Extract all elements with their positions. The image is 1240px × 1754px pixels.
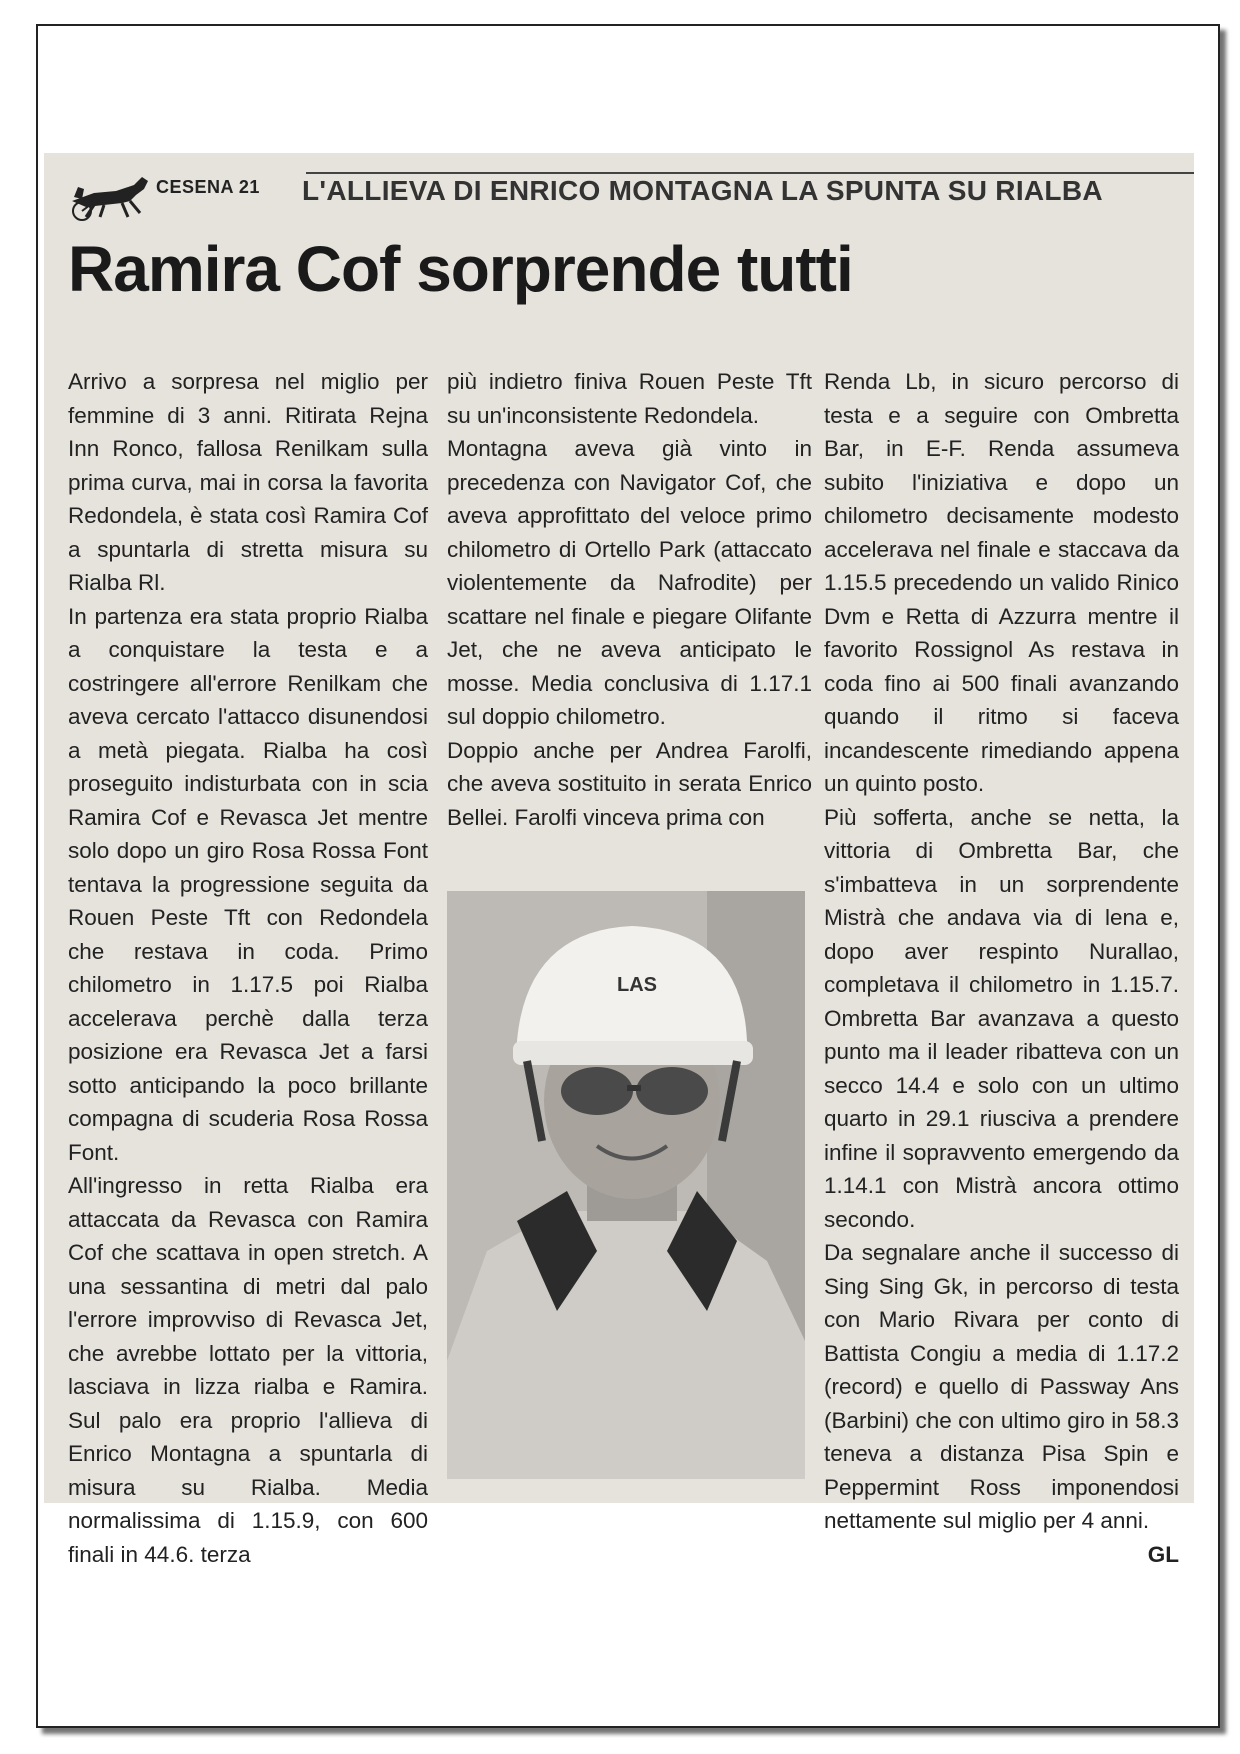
paragraph: più indietro finiva Rouen Peste Tft su un'inconsistente Redondela.	[447, 369, 812, 428]
paragraph: All'ingresso in retta Rialba era attaccata da Revasca con Ramira Cof che scattava in open stretch. A una sessantina di metri dal palo l'errore improvviso di Revasca Jet, che avrebbe lottato per la vittoria, lasciava in lizza rialba e Ramira. Sul palo era proprio l'allieva di Enrico Montagna a spuntarla di misura su Rialba. Media normalissima di 1.15.9, con 600 finali in 44.6. terza	[68, 1173, 428, 1567]
paragraph: In partenza era stata proprio Rialba a conquistare la testa e a costringere all'errore Renilkam che aveva cercato l'attacco disunendosi a metà piegata. Rialba ha così proseguito indisturbata con in scia Ramira Cof e Revasca Jet mentre solo dopo un giro Rosa Rossa Font tentava la progressione seguita da Rouen Peste Tft con Redondela che restava in coda. Primo chilometro in 1.17.5 poi Rialba accelerava perchè dalla terza posizione era Revasca Jet a farsi sotto anticipando la poco brillante compagna di scuderia Rosa Rossa Font.	[68, 603, 428, 1165]
headline: Ramira Cof sorprende tutti	[68, 233, 853, 305]
paragraph: Renda Lb, in sicuro percorso di testa e a seguire con Ombretta Bar, in E-F. Renda assumeva subito l'iniziativa e dopo un chilometro decisamente modesto accelerava nel finale e staccava da 1.15.5 precedendo un valido Rinico Dvm e Retta di Azzurra mentre il favorito Rossignol As restava in coda fino ai 500 finali avanzando quando il ritmo si faceva incandescente rimediando appena un quinto posto.	[824, 369, 1179, 796]
paragraph: Più sofferta, anche se netta, la vittoria di Ombretta Bar, che s'imbatteva in un sorprendente Mistrà che andava via di lena e, dopo aver respinto Nurallao, completava il chilometro in 1.15.7. Ombretta Bar avanzava a questo punto ma il leader ribatteva con un secco 14.4 e solo con un ultimo quarto in 29.1 riusciva a prendere infine il sopravvento emergendo da 1.14.1 con Mistrà ancora ottimo secondo.	[824, 804, 1179, 1232]
article-column-2	[447, 365, 812, 834]
article-column-1	[68, 365, 428, 1571]
author-signature: GL	[1147, 1541, 1179, 1567]
kicker: L'ALLIEVA DI ENRICO MONTAGNA LA SPUNTA SU RIALBA	[302, 175, 1103, 206]
header-rule	[306, 172, 1194, 174]
newspaper-clipping	[44, 153, 1194, 1567]
paragraph: Montagna aveva già vinto in precedenza con Navigator Cof, che aveva approfittato del veloce primo chilometro di Ortello Park (attaccato violentemente da Nafrodite) per scattare nel finale e piegare Olifante Jet, che ne aveva anticipato le mosse. Media conclusiva di 1.17.1 sul doppio chilometro.	[447, 436, 812, 729]
paragraph: Doppio anche per Andrea Farolfi, che aveva sostituito in serata Enrico Bellei. Farolfi vinceva prima con	[447, 737, 812, 830]
helmet-text: LAS	[617, 974, 657, 996]
section-label: CESENA 21	[156, 177, 260, 197]
article-column-3	[824, 365, 1179, 1571]
paragraph	[824, 1236, 1179, 1567]
driver-photo	[447, 891, 805, 1479]
trotting-horse-icon	[64, 171, 156, 221]
paragraph: Arrivo a sorpresa nel miglio per femmine di 3 anni. Ritirata Rejna Inn Ronco, fallosa Renilkam sulla prima curva, mai in corsa la favorita Redondela, è stata così Ramira Cof a spuntarla di stretta misura su Rialba Rl.	[68, 369, 428, 595]
paragraph-text: Da segnalare anche il successo di Sing Sing Gk, in percorso di testa con Mario Rivara per conto di Battista Congiu a media di 1.17.2 (record) e quello di Passway Ans (Barbini) che con ultimo giro in 58.3 teneva a distanza Pisa Spin e Peppermint Ross imponendosi nettamente sul miglio per 4 anni.	[824, 1240, 1179, 1533]
